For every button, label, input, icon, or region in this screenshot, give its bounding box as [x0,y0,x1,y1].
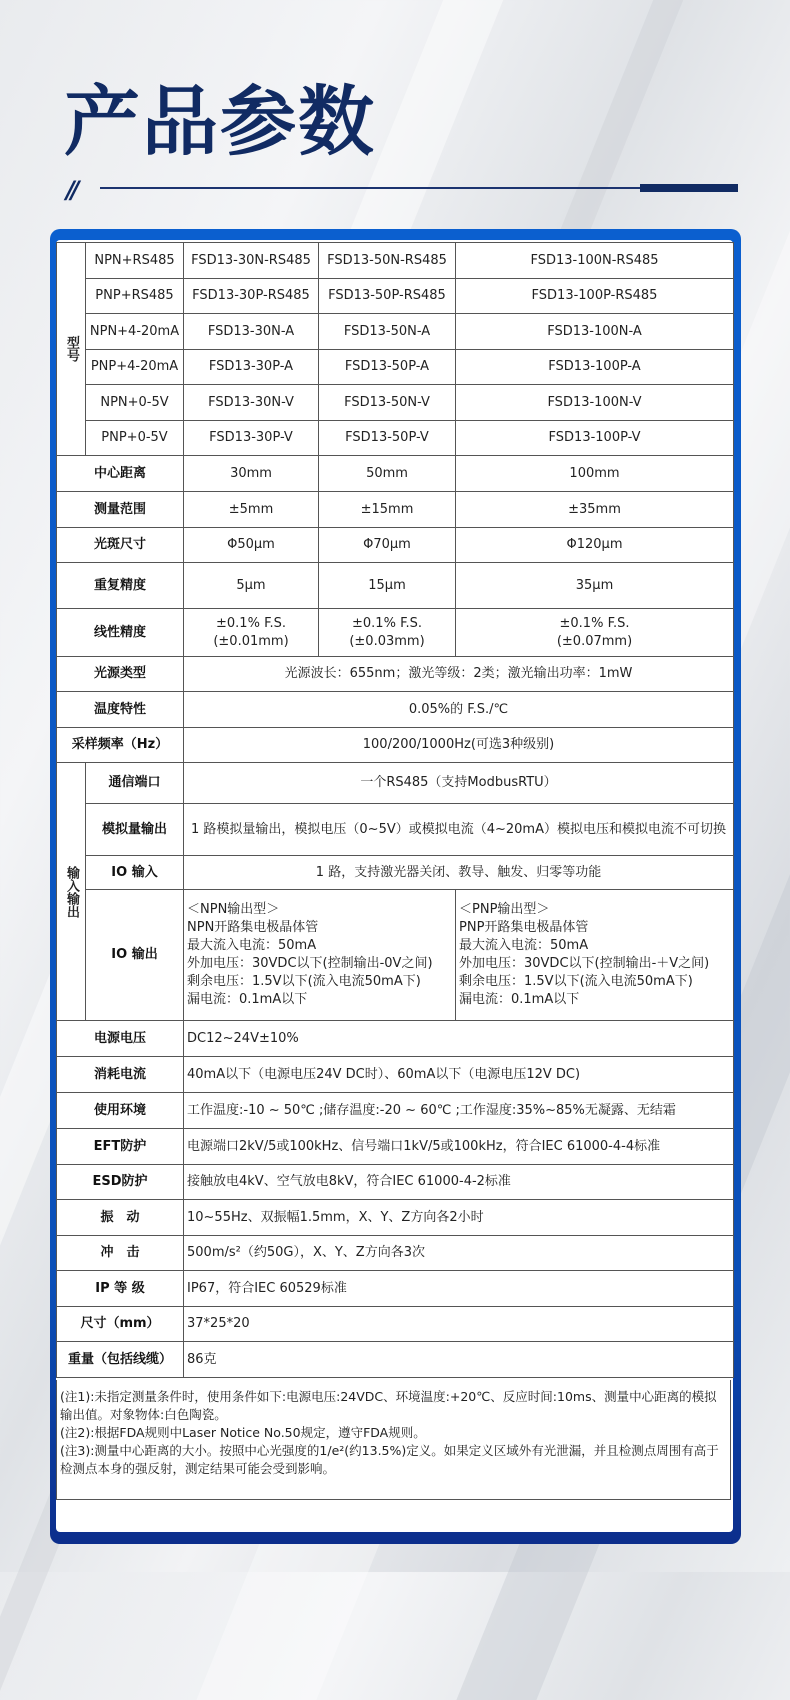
spec-row-analog-output [57,804,734,856]
spec-row-supply-voltage [57,1021,734,1057]
model-30: FSD13-30P-A [184,350,319,385]
model-50: FSD13-50N-V [319,385,456,421]
decor-slashes: // [66,176,76,204]
notes-box [56,1380,731,1500]
model-100: FSD13-100N-V [456,385,734,421]
model-100: FSD13-100N-RS485 [456,243,734,279]
model-30: FSD13-30P-V [184,421,319,456]
spec-label: 通信端口 [86,763,184,804]
spec-value: 光源波长：655nm；激光等级：2类；激光输出功率：1mW [184,657,734,692]
spec-value: 一个RS485（支持ModbusRTU） [184,763,734,804]
title-underline [100,187,640,189]
spec-value: 0.05%的 F.S./℃ [184,692,734,728]
spec-value: 37*25*20 [184,1307,734,1342]
spec-value-50: ±15mm [319,492,456,528]
spec-value: 500m/s²（约50G），X、Y、Z方向各3次 [184,1236,734,1271]
spec-value: 1 路，支持激光器关闭、教导、触发、归零等功能 [184,856,734,890]
model-row [57,385,734,421]
spec-row-center-distance [57,456,734,492]
model-row [57,314,734,350]
spec-row-shock [57,1236,734,1271]
spec-row-vibration [57,1200,734,1236]
spec-row-sampling [57,728,734,763]
spec-label: 振 动 [57,1200,184,1236]
spec-label: ESD防护 [57,1165,184,1200]
spec-value: 电源端口2kV/5或100kHz、信号端口1kV/5或100kHz，符合IEC 61000-4-4标准 [184,1129,734,1165]
spec-label: 光斑尺寸 [57,528,184,563]
spec-row-measure-range [57,492,734,528]
spec-value-50: 15μm [319,563,456,609]
model-row [57,279,734,314]
spec-value: IP67，符合IEC 60529标准 [184,1271,734,1307]
spec-row-weight [57,1342,734,1378]
spec-value: 接触放电4kV、空气放电8kV，符合IEC 61000-4-2标准 [184,1165,734,1200]
spec-label: 线性精度 [57,609,184,657]
spec-row-io-output [57,890,734,1021]
spec-row-esd [57,1165,734,1200]
spec-value-100: ±35mm [456,492,734,528]
spec-value-100: 35μm [456,563,734,609]
page-title: 产品参数 [64,77,376,166]
spec-label: 尺寸（mm） [57,1307,184,1342]
model-50: FSD13-50P-RS485 [319,279,456,314]
spec-value-50: Φ70μm [319,528,456,563]
model-30: FSD13-30N-RS485 [184,243,319,279]
spec-value-30: ±0.1% F.S. (±0.01mm) [184,609,319,657]
spec-row-environment [57,1093,734,1129]
io-group-label: 输入输出 [57,763,86,1021]
spec-value-30: 5μm [184,563,319,609]
spec-row-comm-port [57,763,734,804]
title-underline-accent [640,184,738,192]
model-type: PNP+RS485 [86,279,184,314]
note-2: (注2):根据FDA规则中Laser Notice No.50规定，遵守FDA规则。 [60,1425,426,1440]
note-1: (注1):未指定测量条件时，使用条件如下:电源电压:24VDC、环境温度:+20℃、反应时间:10ms、测量中心距离的模拟输出值。对象物体:白色陶瓷。 [60,1389,717,1422]
spec-label: 采样频率（Hz） [57,728,184,763]
model-type: PNP+0-5V [86,421,184,456]
model-50: FSD13-50N-A [319,314,456,350]
spec-label: 重复精度 [57,563,184,609]
spec-label: 使用环境 [57,1093,184,1129]
spec-value: 40mA以下（电源电压24V DC时）、60mA以下（电源电压12V DC) [184,1057,734,1093]
spec-value: DC12~24V±10% [184,1021,734,1057]
model-100: FSD13-100N-A [456,314,734,350]
model-50: FSD13-50N-RS485 [319,243,456,279]
model-row [57,243,734,279]
model-row [57,421,734,456]
spec-value-30: 30mm [184,456,319,492]
spec-row-ip [57,1271,734,1307]
model-30: FSD13-30N-A [184,314,319,350]
spec-label: 重量（包括线缆） [57,1342,184,1378]
spec-label: 光源类型 [57,657,184,692]
model-100: FSD13-100P-V [456,421,734,456]
model-type: NPN+4-20mA [86,314,184,350]
spec-row-light-source [57,657,734,692]
model-type: PNP+4-20mA [86,350,184,385]
spec-value-100: ±0.1% F.S. (±0.07mm) [456,609,734,657]
spec-row-spot-size [57,528,734,563]
spec-value-30: Φ50μm [184,528,319,563]
spec-label: IO 输入 [86,856,184,890]
spec-label: IO 输出 [86,890,184,1021]
spec-row-linearity [57,609,734,657]
spec-row-temperature [57,692,734,728]
model-group-label: 型号 [57,243,86,456]
model-50: FSD13-50P-A [319,350,456,385]
model-100: FSD13-100P-RS485 [456,279,734,314]
spec-label: 冲 击 [57,1236,184,1271]
spec-row-repeatability [57,563,734,609]
spec-label: 电源电压 [57,1021,184,1057]
spec-value-100: 100mm [456,456,734,492]
model-type: NPN+0-5V [86,385,184,421]
spec-label: 中心距离 [57,456,184,492]
note-3: (注3):测量中心距离的大小。按照中心光强度的1/e²(约13.5%)定义。如果定义区域外有光泄漏，并且检测点周围有高于检测点本身的强反射，测定结果可能会受到影响。 [60,1443,719,1476]
spec-value-50: 50mm [319,456,456,492]
spec-value: 工作温度:-10 ~ 50℃ ;储存温度:-20 ~ 60℃ ;工作湿度:35%~85%无凝露、无结霜 [184,1093,734,1129]
spec-table [56,242,734,1378]
spec-label: EFT防护 [57,1129,184,1165]
model-50: FSD13-50P-V [319,421,456,456]
spec-row-dimensions [57,1307,734,1342]
model-30: FSD13-30N-V [184,385,319,421]
spec-value: 86克 [184,1342,734,1378]
spec-row-current [57,1057,734,1093]
spec-label: 模拟量输出 [86,804,184,856]
spec-row-io-input [57,856,734,890]
spec-value: 100/200/1000Hz(可选3种级别) [184,728,734,763]
spec-value-100: Φ120μm [456,528,734,563]
spec-label: 消耗电流 [57,1057,184,1093]
model-100: FSD13-100P-A [456,350,734,385]
spec-label: IP 等 级 [57,1271,184,1307]
spec-value-50: ±0.1% F.S. (±0.03mm) [319,609,456,657]
pnp-output-spec: ＜PNP输出型＞ PNP开路集电极晶体管 最大流入电流：50mA 外加电压：30VDC以下(控制输出-＋V之间) 剩余电压：1.5V以下(流入电流50mA下) 漏电流：0.1mA以下 [456,890,734,1021]
spec-label: 测量范围 [57,492,184,528]
model-row [57,350,734,385]
spec-value: 10~55Hz、双振幅1.5mm，X、Y、Z方向各2小时 [184,1200,734,1236]
model-30: FSD13-30P-RS485 [184,279,319,314]
npn-output-spec: ＜NPN输出型＞ NPN开路集电极晶体管 最大流入电流：50mA 外加电压：30VDC以下(控制输出-0V之间) 剩余电压：1.5V以下(流入电流50mA下) 漏电流：0.1mA以下 [184,890,456,1021]
spec-row-eft [57,1129,734,1165]
spec-label: 温度特性 [57,692,184,728]
spec-value-30: ±5mm [184,492,319,528]
model-type: NPN+RS485 [86,243,184,279]
spec-value: 1 路模拟量输出，模拟电压（0~5V）或模拟电流（4~20mA）模拟电压和模拟电流不可切换 [184,804,734,856]
